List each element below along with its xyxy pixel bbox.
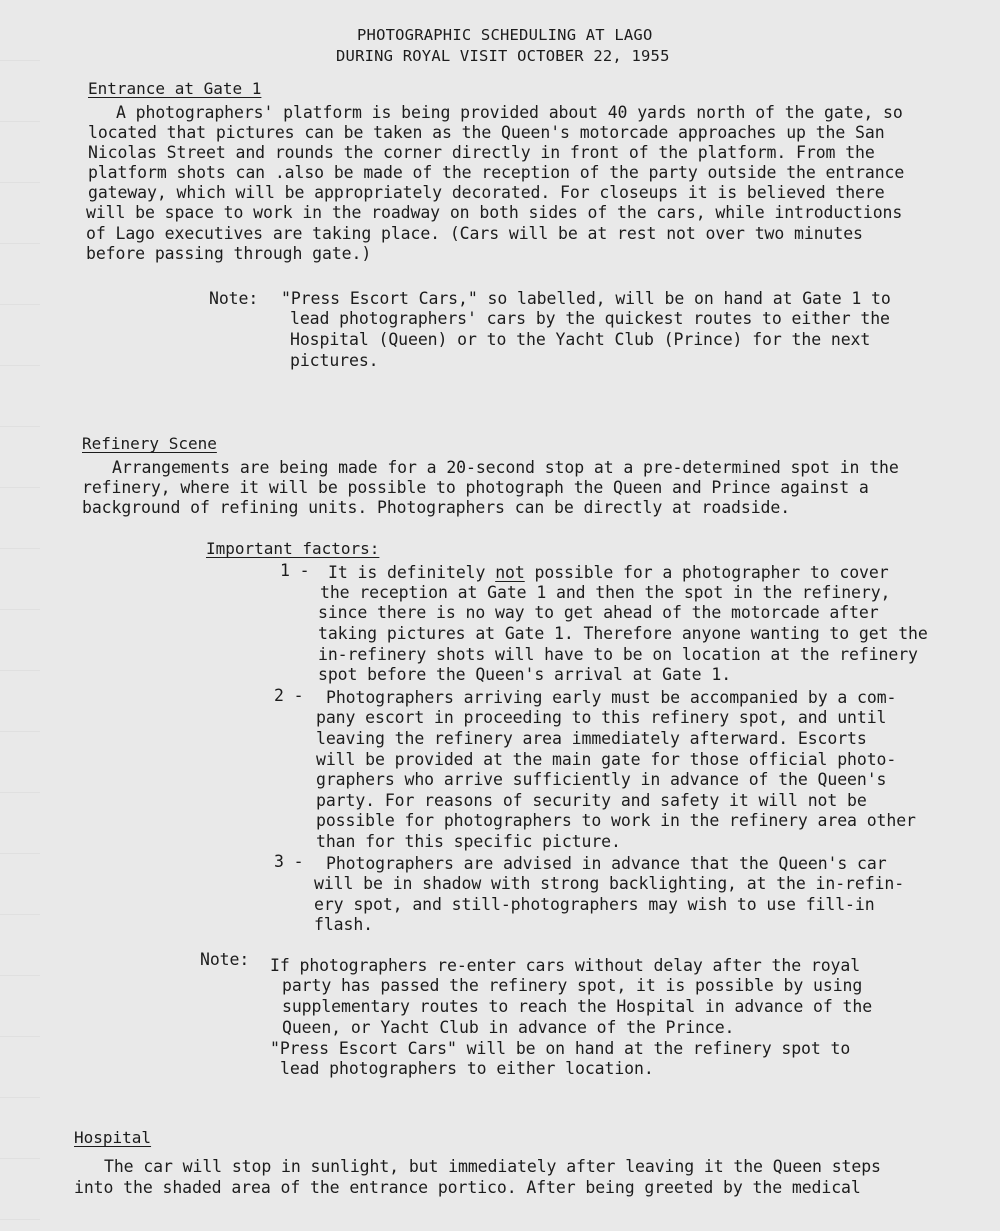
refinery-paragraph-line: refinery, where it will be possible to photograph the Queen and Prince against a [82, 478, 869, 497]
item-1-text-post: possible for a photographer to cover [524, 563, 889, 582]
item-1-emphasis: not [495, 563, 525, 582]
section-heading-gate: Entrance at Gate 1 [88, 79, 262, 98]
refinery-note-label: Note: [200, 950, 250, 969]
item-2-line: pany escort in proceeding to this refinery spot, and until [316, 708, 887, 727]
refinery-note-line: party has passed the refinery spot, it is possible by using [282, 976, 863, 995]
item-3-line: flash. [314, 915, 374, 934]
hospital-paragraph-line: The car will stop in sunlight, but immediately after leaving it the Queen steps [104, 1157, 881, 1176]
refinery-paragraph-line: Arrangements are being made for a 20-second stop at a pre-determined spot in the [112, 458, 899, 477]
refinery-note-line: supplementary routes to reach the Hospital in advance of the [282, 997, 873, 1016]
gate-note-label: Note: [209, 289, 259, 308]
gate-note-line: "Press Escort Cars," so labelled, will be on hand at Gate 1 to [281, 289, 891, 308]
gate-note-line: Hospital (Queen) or to the Yacht Club (Prince) for the next [290, 330, 871, 349]
gate-paragraph-line: gateway, which will be appropriately decorated. For closeups it is believed there [88, 183, 885, 202]
item-2-line: leaving the refinery area immediately afterward. Escorts [316, 729, 867, 748]
item-1-first-line [328, 563, 889, 582]
refinery-paragraph-line: background of refining units. Photographers can be directly at roadside. [82, 498, 791, 517]
document-title-line2: DURING ROYAL VISIT OCTOBER 22, 1955 [336, 47, 670, 65]
item-2-line: will be provided at the main gate for those official photo- [316, 750, 897, 769]
item-2-line: party. For reasons of security and safety it will not be [316, 791, 867, 810]
gate-paragraph-line: A photographers' platform is being provided about 40 yards north of the gate, so [116, 103, 903, 122]
item-2-line: graphers who arrive sufficiently in advance of the Queen's [316, 770, 887, 789]
item-1-line: in-refinery shots will have to be on location at the refinery [318, 645, 918, 664]
section-heading-hospital: Hospital [74, 1128, 152, 1147]
item-number-2: 2 - [274, 686, 304, 705]
item-1-text-pre: It is definitely [328, 563, 496, 582]
item-3-line: ery spot, and still-photographers may wish to use fill-in [314, 895, 875, 914]
refinery-note-first-line: If photographers re-enter cars without delay after the royal [270, 956, 861, 975]
item-number-1: 1 - [280, 561, 310, 580]
document-title-line1: PHOTOGRAPHIC SCHEDULING AT LAGO [357, 26, 653, 44]
gate-paragraph-line: before passing through gate.) [86, 244, 372, 263]
gate-paragraph-line: Nicolas Street and rounds the corner directly in front of the platform. From the [88, 143, 875, 162]
refinery-note-line: lead photographers to either location. [280, 1059, 654, 1078]
item-2-line: than for this specific picture. [316, 832, 621, 851]
gate-note-line: lead photographers' cars by the quickest routes to either the [290, 309, 890, 328]
gate-paragraph-line: will be space to work in the roadway on both sides of the cars, while introductions [86, 203, 903, 222]
item-1-line: since there is no way to get ahead of the motorcade after [318, 603, 879, 622]
gate-paragraph-line: of Lago executives are taking place. (Cars will be at rest not over two minutes [86, 224, 863, 243]
scan-edge [0, 0, 40, 1231]
refinery-note-line: Queen, or Yacht Club in advance of the Prince. [282, 1018, 735, 1037]
hospital-paragraph-line: into the shaded area of the entrance portico. After being greeted by the medical [74, 1178, 861, 1197]
item-1-line: the reception at Gate 1 and then the spot in the refinery, [320, 583, 891, 602]
gate-paragraph-line: located that pictures can be taken as the Queen's motorcade approaches up the San [88, 123, 885, 142]
refinery-note-line: "Press Escort Cars" will be on hand at the refinery spot to [270, 1039, 851, 1058]
section-heading-refinery: Refinery Scene [82, 434, 217, 453]
gate-paragraph-line: platform shots can .also be made of the reception of the party outside the entrance [88, 163, 905, 182]
item-2-first-line: Photographers arriving early must be accompanied by a com- [326, 688, 897, 707]
item-2-line: possible for photographers to work in the refinery area other [316, 811, 916, 830]
gate-note-line: pictures. [290, 351, 379, 370]
item-3-line: will be in shadow with strong backlighting, at the in-refin- [314, 874, 905, 893]
item-3-first-line: Photographers are advised in advance that the Queen's car [326, 854, 887, 873]
item-number-3: 3 - [274, 852, 304, 871]
item-1-line: spot before the Queen's arrival at Gate 1. [318, 665, 732, 684]
important-factors-heading: Important factors: [206, 539, 380, 558]
item-1-line: taking pictures at Gate 1. Therefore anyone wanting to get the [318, 624, 928, 643]
